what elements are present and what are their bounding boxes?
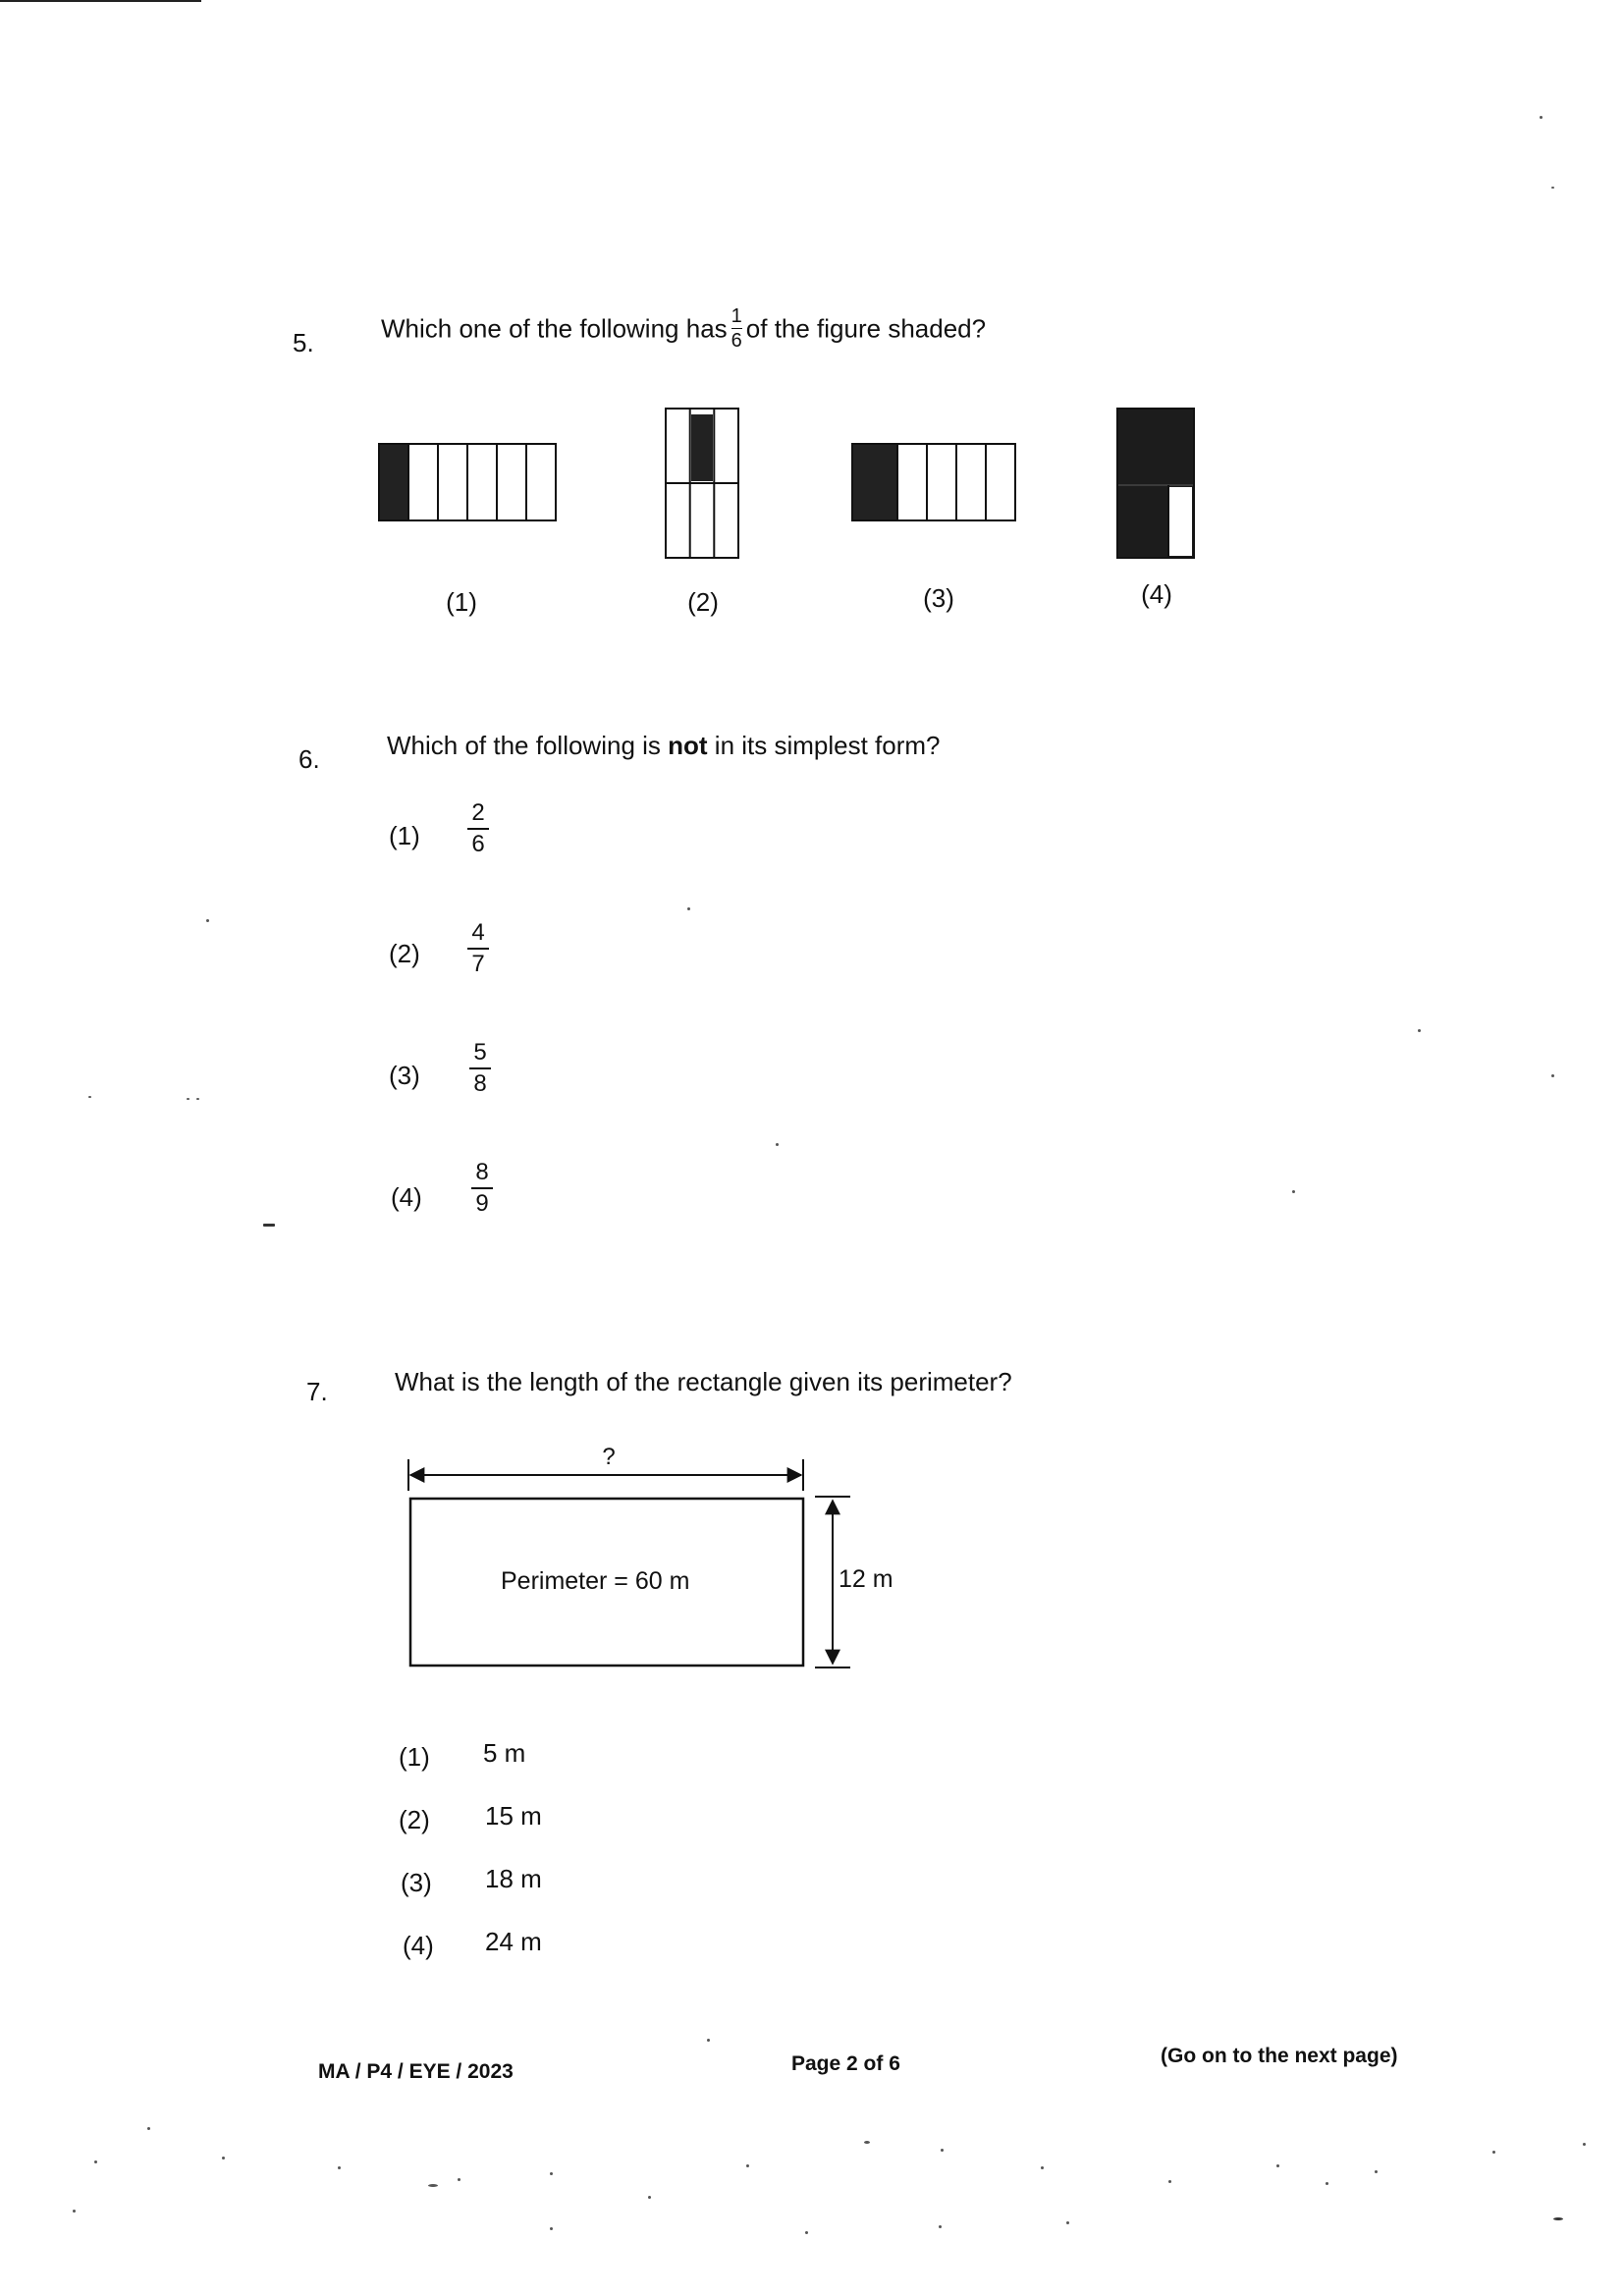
shaded-cell [691, 414, 713, 481]
q6-option-1-fraction: 2 6 [467, 801, 489, 856]
q5-option-4-label: (4) [1141, 579, 1172, 609]
q7-option-2-label: (2) [399, 1805, 430, 1834]
q5-figure-1 [377, 442, 560, 524]
q5-fraction-den: 6 [731, 330, 742, 352]
q5-option-2-label: (2) [687, 587, 719, 617]
q6-text-after: in its simplest form? [707, 731, 941, 760]
q6-option-2-label: (2) [389, 939, 420, 968]
q7-option-4-value: 24 m [485, 1927, 542, 1956]
q7-perimeter-label: Perimeter = 60 m [501, 1567, 690, 1595]
q7-option-3-label: (3) [401, 1868, 432, 1897]
q5-fraction [731, 306, 742, 351]
footer-paper-code: MA / P4 / EYE / 2023 [318, 2060, 514, 2083]
footer-page-number: Page 2 of 6 [791, 2052, 900, 2075]
q7-option-1-value: 5 m [483, 1738, 526, 1768]
q6-text-before: Which of the following is [387, 731, 669, 760]
q5-figure-4 [1115, 407, 1198, 562]
header-rule [0, 0, 201, 2]
q6-option-3-fraction: 5 8 [469, 1041, 491, 1096]
q6-option-2-fraction: 4 7 [467, 921, 489, 976]
q7-rectangle-diagram [393, 1457, 874, 1673]
q7-option-2-value: 15 m [485, 1801, 542, 1831]
q6-emphasis: not [668, 731, 708, 760]
q6-question [387, 733, 941, 758]
q5-text-after: of the figure shaded? [745, 313, 987, 344]
shaded-cell [379, 444, 408, 520]
q5-option-1-label: (1) [446, 587, 477, 617]
q7-option-1-label: (1) [399, 1742, 430, 1772]
q7-length-unknown: ? [602, 1444, 616, 1470]
q6-number: 6. [298, 744, 320, 774]
q5-option-3-label: (3) [923, 583, 954, 613]
q7-option-4-label: (4) [403, 1931, 434, 1960]
footer-continue-note: (Go on to the next page) [1161, 2045, 1398, 2067]
q6-option-1-label: (1) [389, 821, 420, 850]
q5-question [381, 305, 987, 353]
q5-number: 5. [293, 328, 314, 357]
shaded-cell [852, 444, 897, 520]
q5-figure-3 [850, 442, 1019, 524]
q7-question: What is the length of the rectangle given its perimeter? [395, 1367, 1012, 1396]
q6-option-4-fraction: 8 9 [471, 1161, 493, 1216]
q5-fraction-num: 1 [731, 305, 742, 327]
q6-option-4-label: (4) [391, 1182, 422, 1212]
unshaded-cell [1168, 487, 1192, 556]
q7-width-label: 12 m [839, 1565, 893, 1593]
q7-option-3-value: 18 m [485, 1864, 542, 1893]
q5-text-before: Which one of the following has [381, 313, 728, 344]
q6-option-3-label: (3) [389, 1061, 420, 1090]
q5-figure-2 [664, 407, 742, 562]
q7-number: 7. [306, 1377, 328, 1406]
